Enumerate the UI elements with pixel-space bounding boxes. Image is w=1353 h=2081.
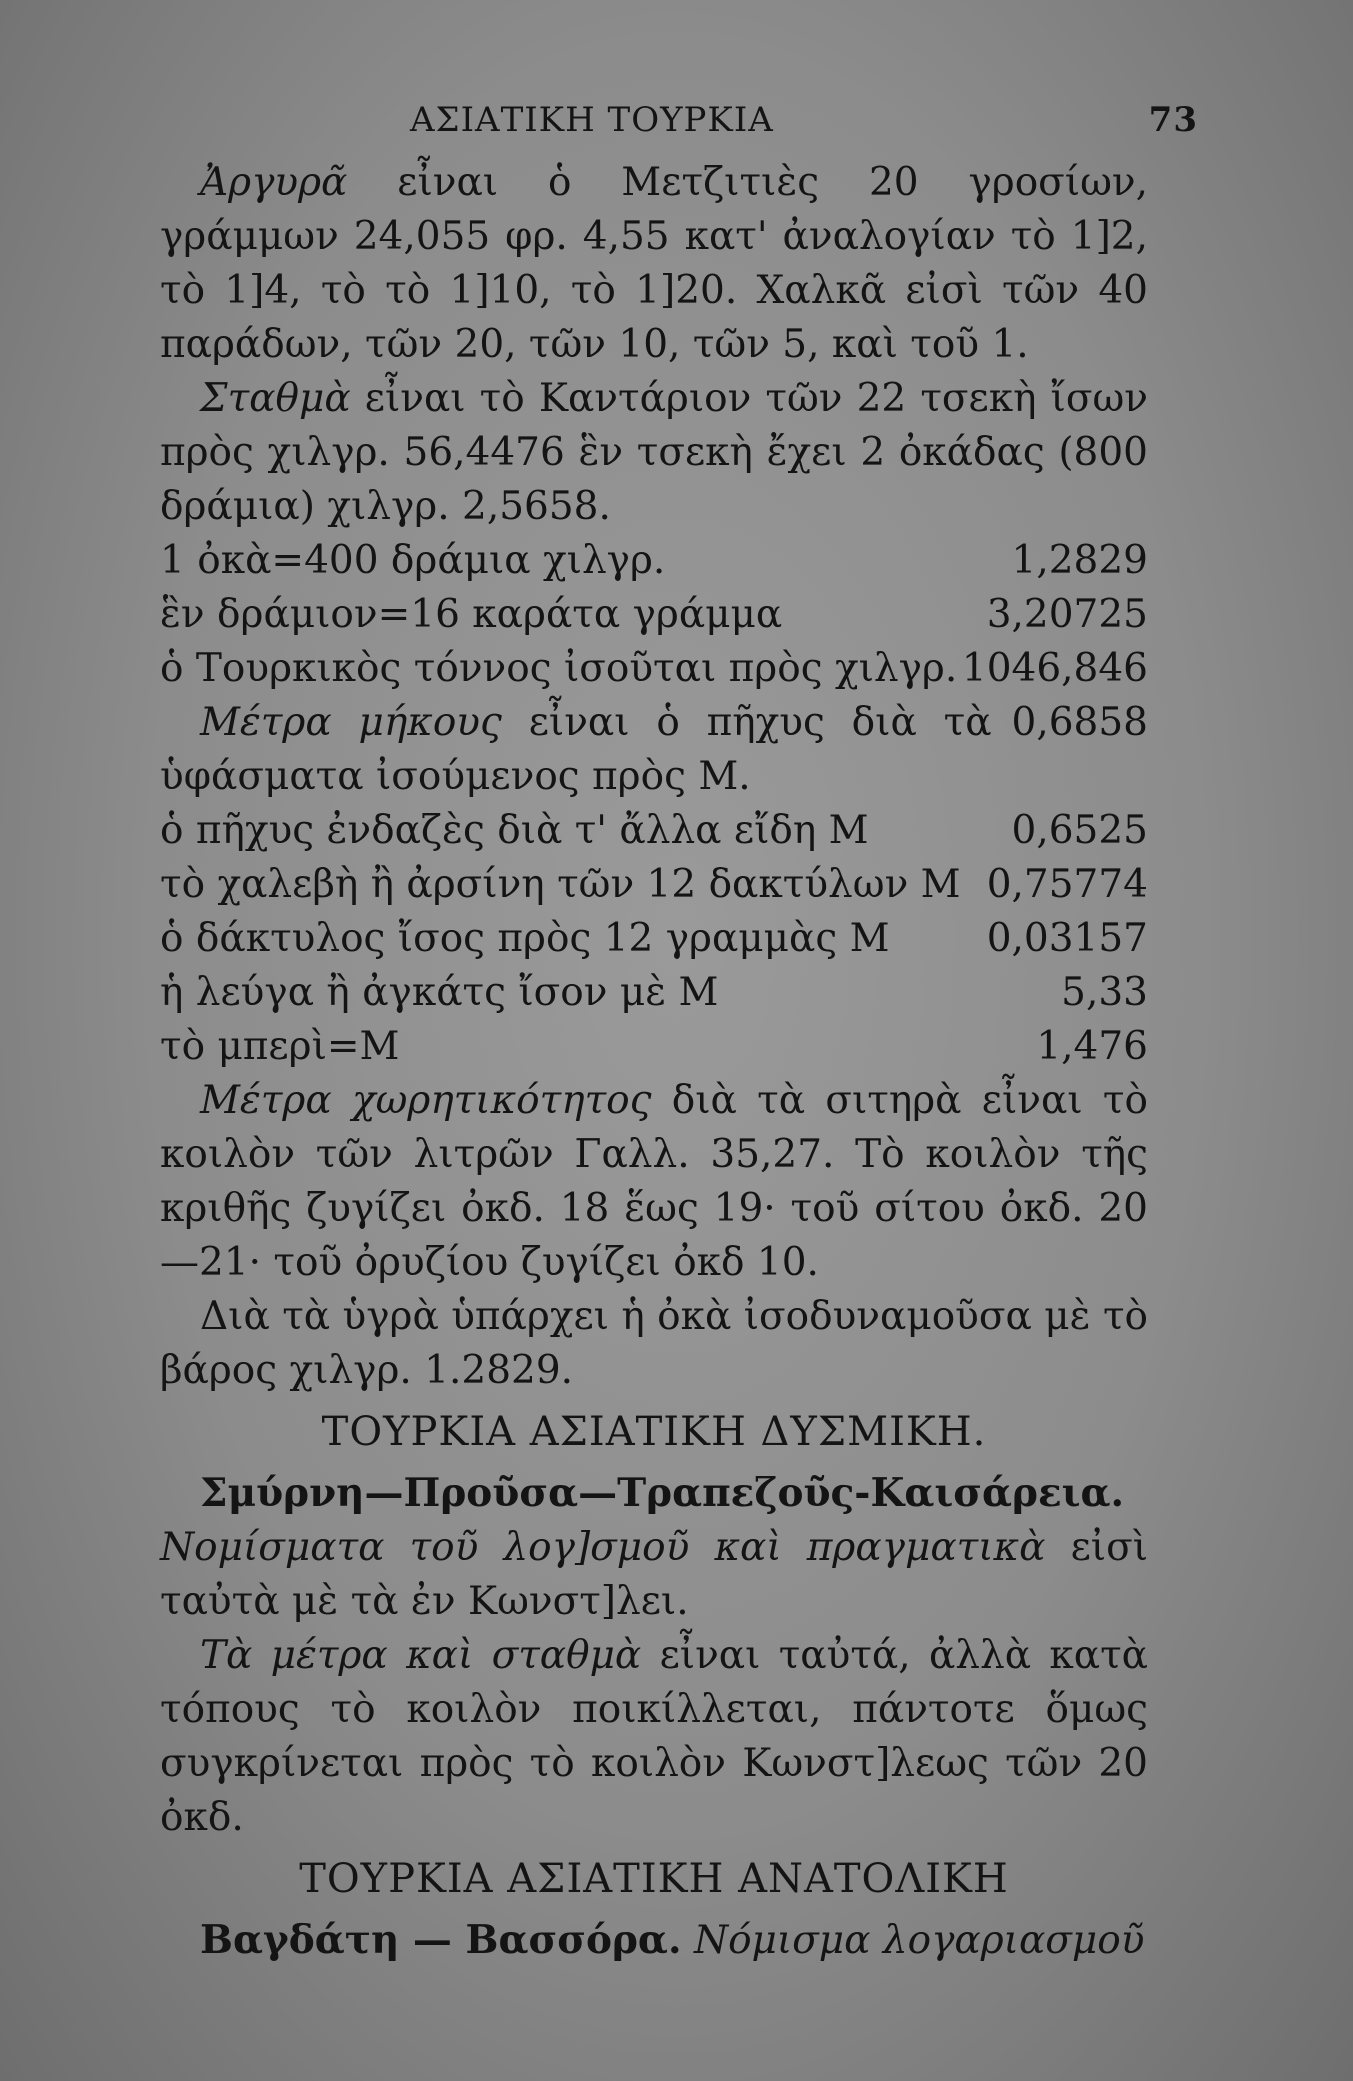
row-value: 1046,846 [961,646,1148,691]
paragraph-text: διὰ τὰ σιτηρὰ εἶναι τὸ κοιλὸν τῶν λιτρῶν Γαλλ. 35,27. Τὸ κοιλὸν τῆς κριθῆς ζυγίζει ὀκδ. 18 ἕως 19· τοῦ σίτου ὀκδ. 20—21· τοῦ ὀρυζίου ζυγίζει ὀκδ 10. [160,1078,1148,1285]
paragraph-text: εἶναι ὁ Μετζιτιὲς 20 γροσίων, γράμμων 24,055 φρ. 4,55 κατ' ἀναλογίαν τὸ 1]2, τὸ 1]4, τὸ τὸ 1]10, τὸ 1]20. Χαλκᾶ εἰσὶ τῶν 40 παράδων, τῶν 20, τῶν 10, τῶν 5, καὶ τοῦ 1. [160,160,1148,367]
paragraph-silver-coins [160,156,1148,372]
paragraph-length [160,696,1012,804]
row-label: 1 ὀκὰ=400 δράμια χιλγρ. [160,538,666,583]
paragraph-lead: Τὰ μέτρα καὶ σταθμὰ [200,1633,642,1678]
paragraph-east [160,1913,1148,1968]
row-label: τὸ μπερὶ=Μ [160,1024,400,1069]
row-value: 1,2829 [1011,538,1148,583]
cities-bold: Βαγδάτη — Βασσόρα. [200,1917,682,1963]
row-value: 0,03157 [986,916,1148,961]
paragraph-west-measures [160,1629,1148,1845]
lengths-table [160,804,1148,1074]
row-label: τὸ χαλεβὴ ἢ ἀρσίνη τῶν 12 δακτύλων Μ [160,862,961,907]
table-row [160,912,1148,966]
paragraph-text: εἶναι ταὐτά, ἀλλὰ κατὰ τόπους τὸ κοιλὸν ποικίλλεται, πάντοτε ὅμως συγκρίνεται πρὸς τὸ κοιλὸν Κωνστ]λεως τῶν 20 ὀκδ. [160,1633,1148,1840]
paragraph-lead: Μέτρα χωρητικότητος [200,1078,652,1123]
row-label: ὁ Τουρκικὸς τόννος ἰσοῦται πρὸς χιλγρ. [160,646,958,691]
section-heading-east: ΤΟΥΡΚΙΑ ΑΣΙΑΤΙΚΗ ΑΝΑΤΟΛΙΚΗ [299,1856,1009,1902]
page-number: 73 [1148,100,1198,140]
weights-table [160,534,1148,696]
row-label: ἓν δράμιον=16 καράτα γράμμα [160,592,783,637]
paragraph-lead: Σταθμὰ [200,376,351,421]
paragraph-weights [160,372,1148,534]
table-row [160,534,1148,588]
paragraph-lead: Ἀργυρᾶ [200,160,348,205]
row-value: 0,6858 [1011,700,1148,745]
paragraph-lead: Νομίσματα τοῦ λογ]σμοῦ καὶ πραγματικὰ [160,1525,1046,1570]
running-head-title: ΑΣΙΑΤΙΚΗ ΤΟΥΡΚΙΑ [410,100,774,140]
row-label: ὁ πῆχυς ἐνδαζὲς διὰ τ' ἄλλα εἴδη Μ [160,808,869,853]
paragraph-text: εἶναι τὸ Καντάριον τῶν 22 τσεκὴ ἴσων πρὸς χιλγρ. 56,4476 ἓν τσεκὴ ἔχει 2 ὀκάδας (800 δράμια) χιλγρ. 2,5658. [160,376,1148,529]
paragraph-text: εἰσὶ ταὐτὰ μὲ τὰ ἐν Κωνστ]λει. [160,1525,1148,1624]
table-row [160,966,1148,1020]
paragraph-lead: Μέτρα μήκους [200,700,502,745]
row-value: 1,476 [1036,1024,1148,1069]
paragraph-text: εἶναι ὁ πῆχυς διὰ τὰ ὑφάσματα ἰσούμενος πρὸς Μ. [160,700,992,799]
row-label: ὁ δάκτυλος ἴσος πρὸς 12 γραμμὰς Μ [160,916,890,961]
cities-bold: Σμύρνη—Προῦσα—Τραπεζοῦς-Καισάρεια. [200,1470,1125,1516]
row-value: 5,33 [1061,970,1148,1015]
paragraph-capacity [160,1074,1148,1290]
paragraph-west-coins [160,1466,1148,1629]
table-row [160,642,1148,696]
table-row [160,858,1148,912]
row-value: 0,75774 [986,862,1148,907]
section-heading-west: ΤΟΥΡΚΙΑ ΑΣΙΑΤΙΚΗ ΔΥΣΜΙΚΗ. [321,1409,987,1455]
table-row [160,1020,1148,1074]
paragraph-lead: Νόμισμα λογαριασμοῦ [693,1918,1145,1963]
table-row [160,804,1148,858]
length-intro-row [160,696,1148,804]
row-label: ἡ λεύγα ἢ ἀγκάτς ἴσον μὲ Μ [160,970,719,1015]
paragraph-liquids: Διὰ τὰ ὑγρὰ ὑπάρχει ἡ ὀκὰ ἰσοδυναμοῦσα μὲ τὸ βάρος χιλγρ. 1.2829. [160,1294,1148,1393]
row-value: 0,6525 [1011,808,1148,853]
row-value: 3,20725 [986,592,1148,637]
table-row [160,588,1148,642]
running-head [160,100,1198,148]
